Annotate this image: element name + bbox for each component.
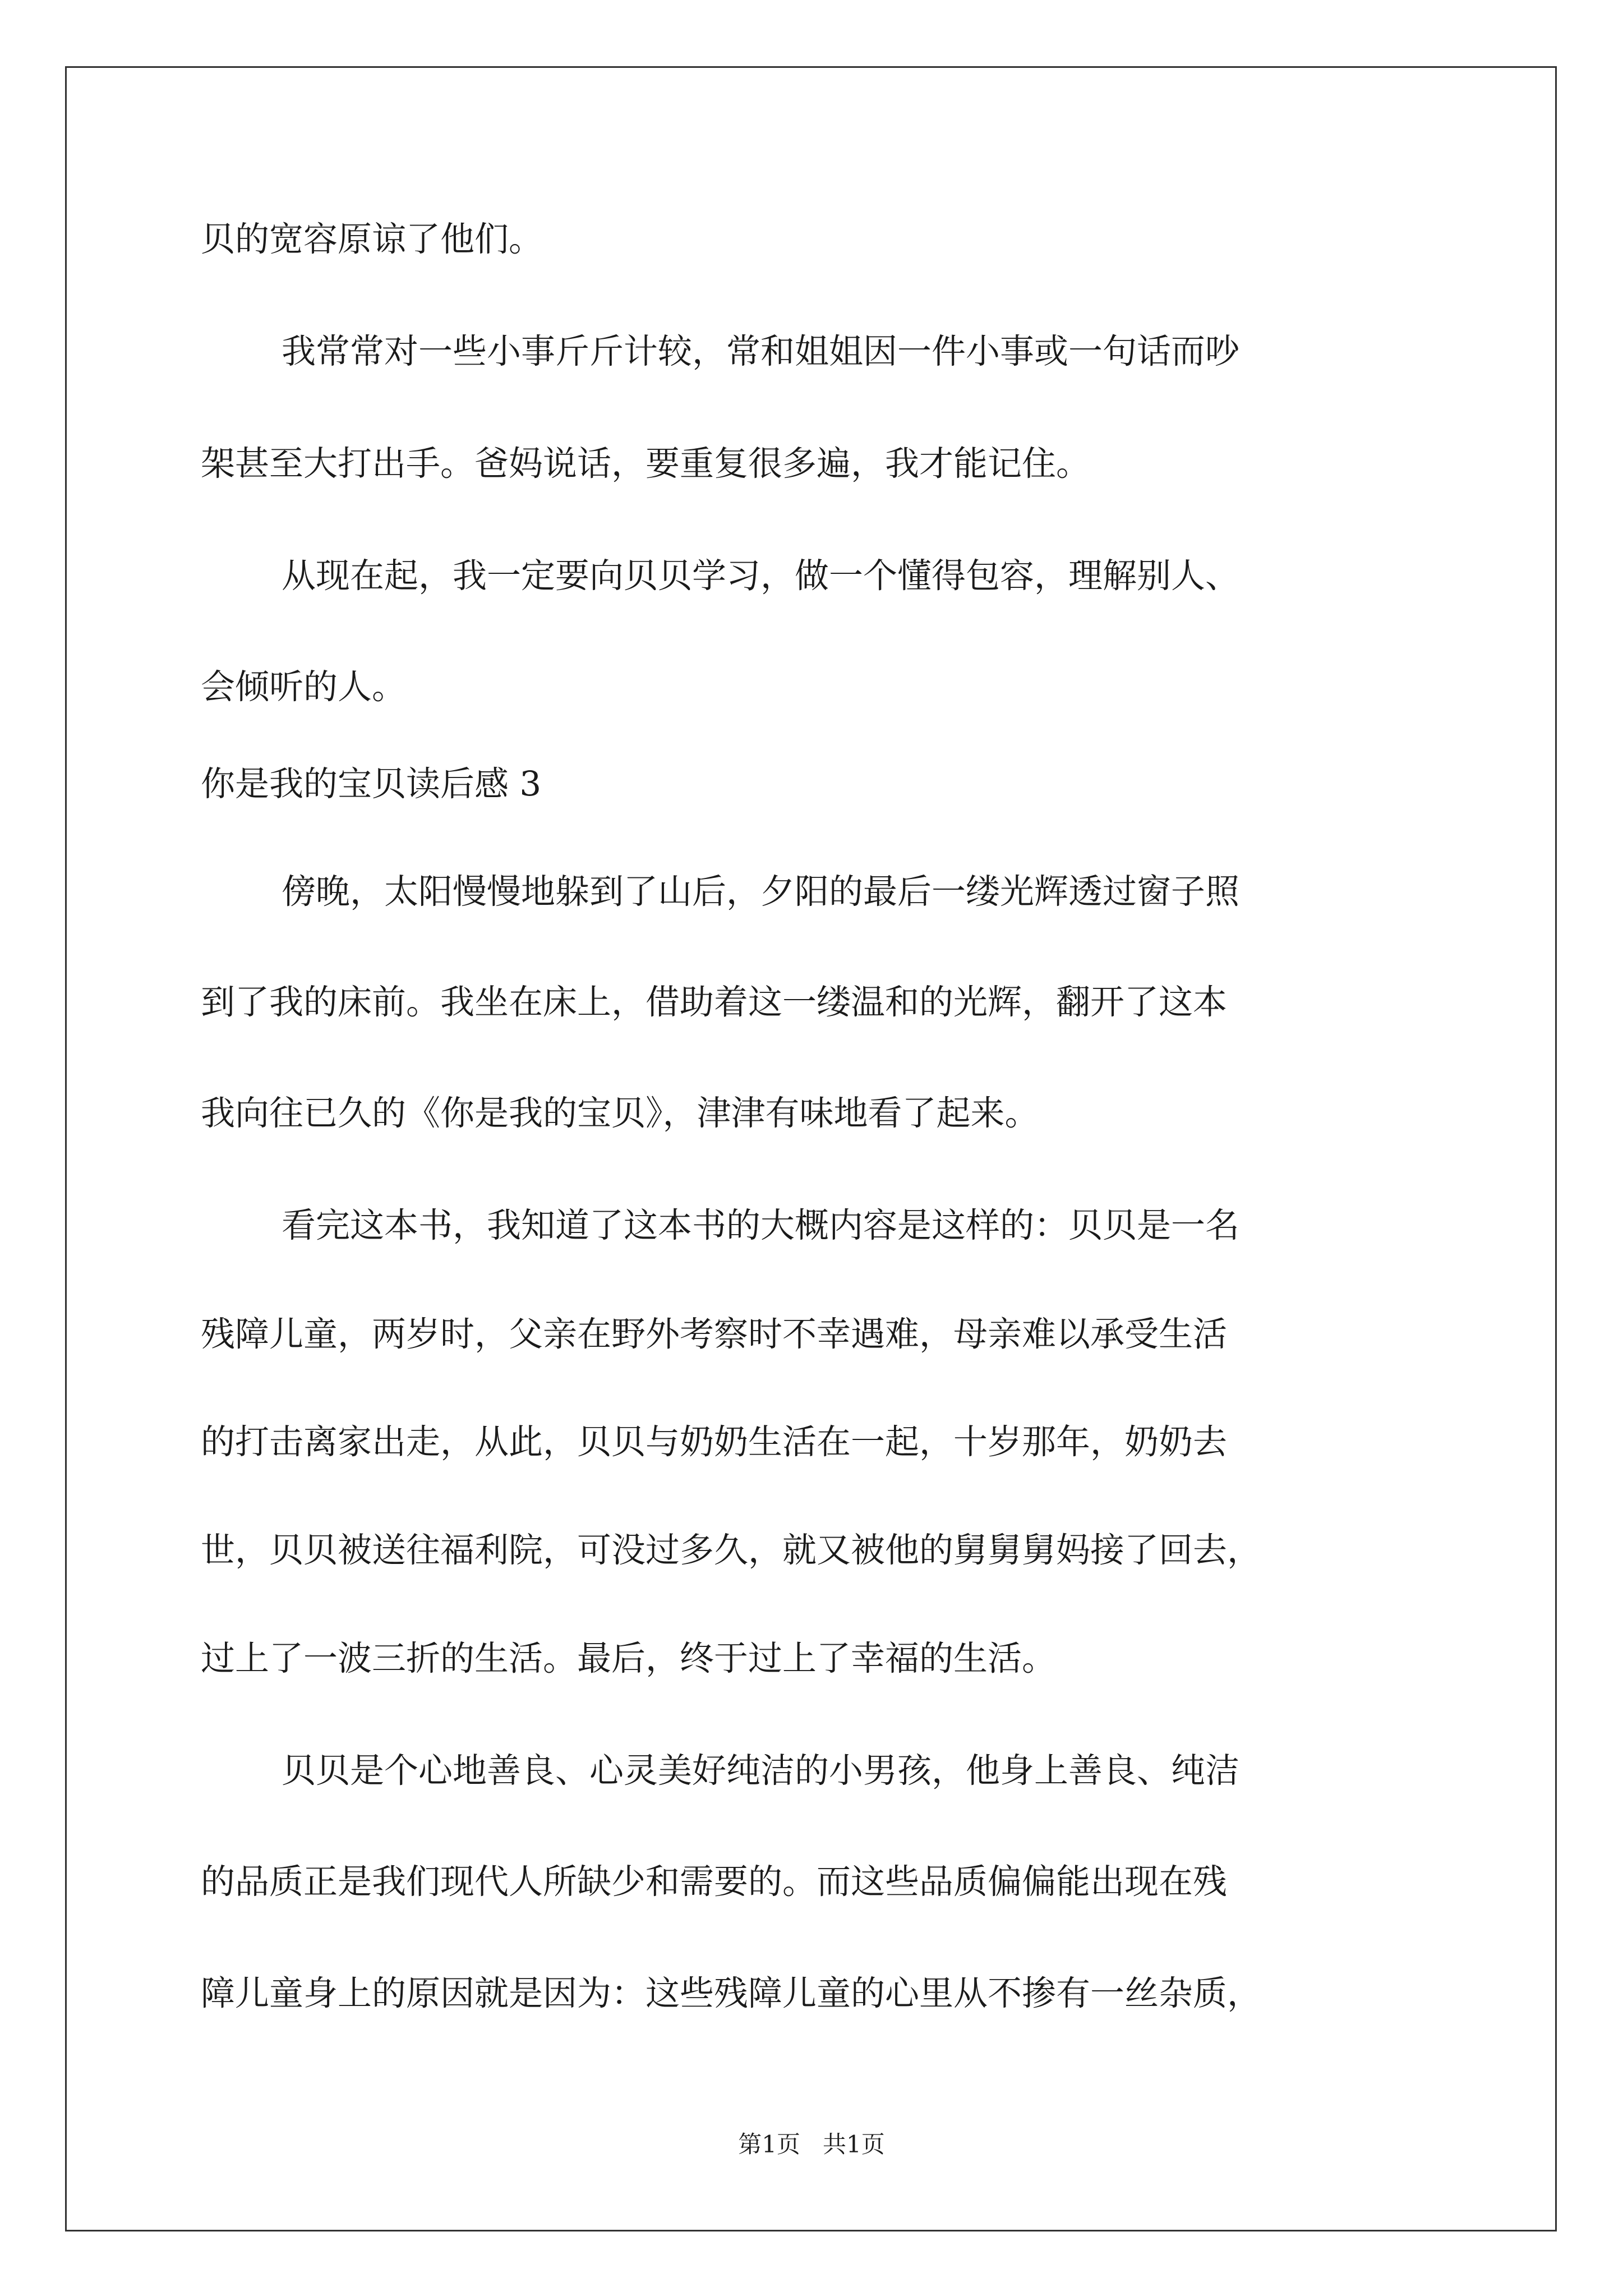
text-line: 会倾听的人。 bbox=[201, 667, 407, 707]
text-line: 我常常对一些小事斤斤计较，常和姐姐因一件小事或一句话而吵 bbox=[282, 332, 1240, 371]
text-line: 世，贝贝被送往福利院，可没过多久，就又被他的舅舅舅妈接了回去， bbox=[201, 1530, 1262, 1570]
text-line: 到了我的床前。我坐在床上，借助着这一缕温和的光辉，翻开了这本 bbox=[201, 982, 1228, 1022]
text-line: 的打击离家出走，从此，贝贝与奶奶生活在一起，十岁那年，奶奶去 bbox=[201, 1422, 1228, 1462]
page-border bbox=[65, 66, 1557, 2231]
text-line: 障儿童身上的原因就是因为：这些残障儿童的心里从不掺有一丝杂质， bbox=[201, 1973, 1262, 2013]
text-line: 从现在起，我一定要向贝贝学习，做一个懂得包容，理解别人、 bbox=[282, 556, 1240, 596]
text-line: 看完这本书，我知道了这本书的大概内容是这样的：贝贝是一名 bbox=[282, 1205, 1240, 1245]
text-line: 贝贝是个心地善良、心灵美好纯洁的小男孩，他身上善良、纯洁 bbox=[282, 1751, 1240, 1791]
text-line: 过上了一波三折的生活。最后，终于过上了幸福的生活。 bbox=[201, 1639, 1057, 1678]
section-heading: 你是我的宝贝读后感 3 bbox=[201, 764, 542, 804]
text-line: 傍晚，太阳慢慢地躲到了山后，夕阳的最后一缕光辉透过窗子照 bbox=[282, 872, 1240, 912]
text-line: 的品质正是我们现代人所缺少和需要的。而这些品质偏偏能出现在残 bbox=[201, 1862, 1228, 1902]
text-line: 贝的宽容原谅了他们。 bbox=[201, 219, 543, 259]
page-footer: 第1页 共1页 bbox=[738, 2131, 885, 2158]
text-line: 我向往已久的《你是我的宝贝》，津津有味地看了起来。 bbox=[201, 1093, 1039, 1133]
text-line: 残障儿童，两岁时，父亲在野外考察时不幸遇难，母亲难以承受生活 bbox=[201, 1314, 1228, 1354]
text-line: 架甚至大打出手。爸妈说话，要重复很多遍，我才能记住。 bbox=[201, 444, 1091, 484]
